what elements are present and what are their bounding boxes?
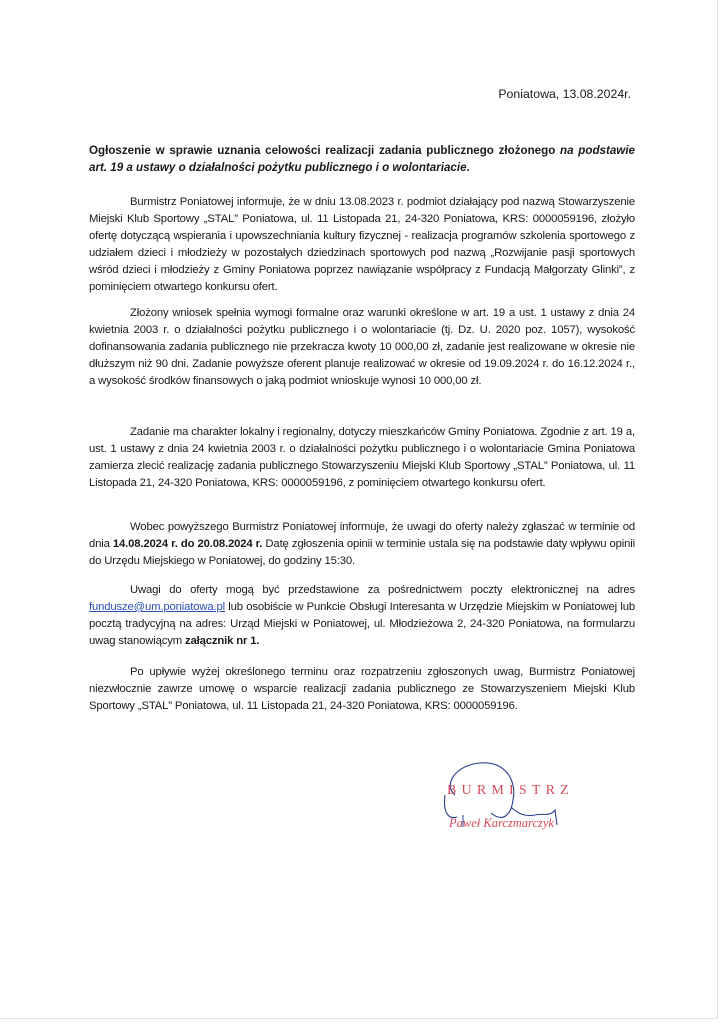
paragraph-text: Zadanie ma charakter lokalny i regionalny, dotyczy mieszkańców Gminy Poniatowa. Zgodnie z art. 19 a, ust. 1 ustawy z dnia 24 kwietnia 2003 r. o działalności pożytku publicznego i o wolontariacie Gmina Poniatowa zamierza zlecić realizację zadania publicznego Stowarzyszeniu Miejski Klub Sportowy „STAL” Poniatowa, ul. 11 Listopada 21, 24-320 Poniatowa, KRS: 0000059196, z pominięciem otwartego konkursu ofert. (89, 426, 635, 489)
paragraph-text: Wobec powyższego Burmistrz Poniatowej informuje, że uwagi do oferty należy zgłaszać w terminie od dnia (89, 521, 635, 550)
paragraph-text: Datę zgłoszenia opinii w terminie ustala się na podstawie daty wpływu opinii do Urzędu Miejskiego w Poniatowej, do godziny 15:30. (89, 538, 635, 567)
paragraph-conclusion (89, 664, 635, 715)
paragraph-comment-period (89, 519, 635, 570)
paragraph-offer-submission (89, 194, 635, 296)
paragraph-formal-requirements (89, 305, 635, 390)
attachment-reference: załącznik nr 1. (185, 635, 260, 647)
title-end: . (466, 161, 470, 174)
title-italic-part: na podstawie art. 19 a ustawy o działalności pożytku publicznego i o wolontariacie (89, 144, 635, 174)
title-bold-part: Ogłoszenie w sprawie uznania celowości realizacji zadania publicznego złożonego (89, 144, 561, 157)
paragraph-text: Burmistrz Poniatowej informuje, że w dniu 13.08.2023 r. podmiot działający pod nazwą Stowarzyszenie Miejski Klub Sportowy „STAL” Poniatowa, ul. 11 Listopada 21, 24-320 Poniatowa, KRS: 0000059196, złożyło ofertę dotyczącą wspierania i upowszechniania kultury fizycznej - realizacja programów szkolenia sportowego z udziałem dzieci i młodzieży w pozostałych dziedzinach sportowych pod nazwą „Rozwijanie pasji sportowych wśród dzieci i młodzieży z Gminy Poniatowa poprzez nawiązanie współpracy z Fundacją Małgorzaty Glinki”, z pominięciem otwartego konkursu ofert. (89, 196, 635, 293)
paragraph-local-character (89, 424, 635, 492)
stamp-title: BURMISTRZ (447, 783, 574, 798)
paragraph-text: lub osobiście w Punkcie Obsługi Interesanta w Urzędzie Miejskim w Poniatowej lub pocztą tradycyjną na adres: Urząd Miejski w Poniatowej, ul. Młodzieżowa 2, 24-320 Poniatowa, na formularzu uwag stanowiącym (89, 601, 635, 647)
document-title (89, 142, 635, 176)
paragraph-text: Po upływie wyżej określonego terminu oraz rozpatrzeniu zgłoszonych uwag, Burmistrz Poniatowej niezwłocznie zawrze umowę o wsparcie realizacji zadania publicznego ze Stowarzyszeniem Miejski Klub Sportowy „STAL” Poniatowa, ul. 11 Listopada 21, 24-320 Poniatowa, KRS: 0000059196. (89, 666, 635, 712)
stamp-name: Paweł Karczmarczyk (449, 816, 554, 830)
place-date: Poniatowa, 13.08.2024r. (498, 87, 631, 101)
paragraph-submission-methods (89, 582, 635, 650)
paragraph-text: Złożony wniosek spełnia wymogi formalne oraz warunki określone w art. 19 a ust. 1 ustawy z dnia 24 kwietnia 2003 r. o działalności pożytku publicznego i o wolontariacie (tj. Dz. U. 2020 poz. 1057), wysokość dofinansowania zadania publicznego nie przekracza kwoty 10 000,00 zł, zadanie jest realizowane w okresie nie dłuższym niż 90 dni. Zadanie powyższe oferent planuje realizować w okresie od 19.09.2024 r. do 16.12.2024 r., a wysokość środków finansowych o jaką podmiot wnioskuje wynosi 10 000,00 zł. (89, 307, 635, 387)
paragraph-text: Uwagi do oferty mogą być przedstawione za pośrednictwem poczty elektronicznej na adres (130, 584, 635, 596)
email-link[interactable]: fundusze@um.poniatowa.pl (89, 601, 225, 613)
comment-period-dates: 14.08.2024 r. do 20.08.2024 r. (112, 538, 263, 550)
signature-block (425, 755, 615, 840)
